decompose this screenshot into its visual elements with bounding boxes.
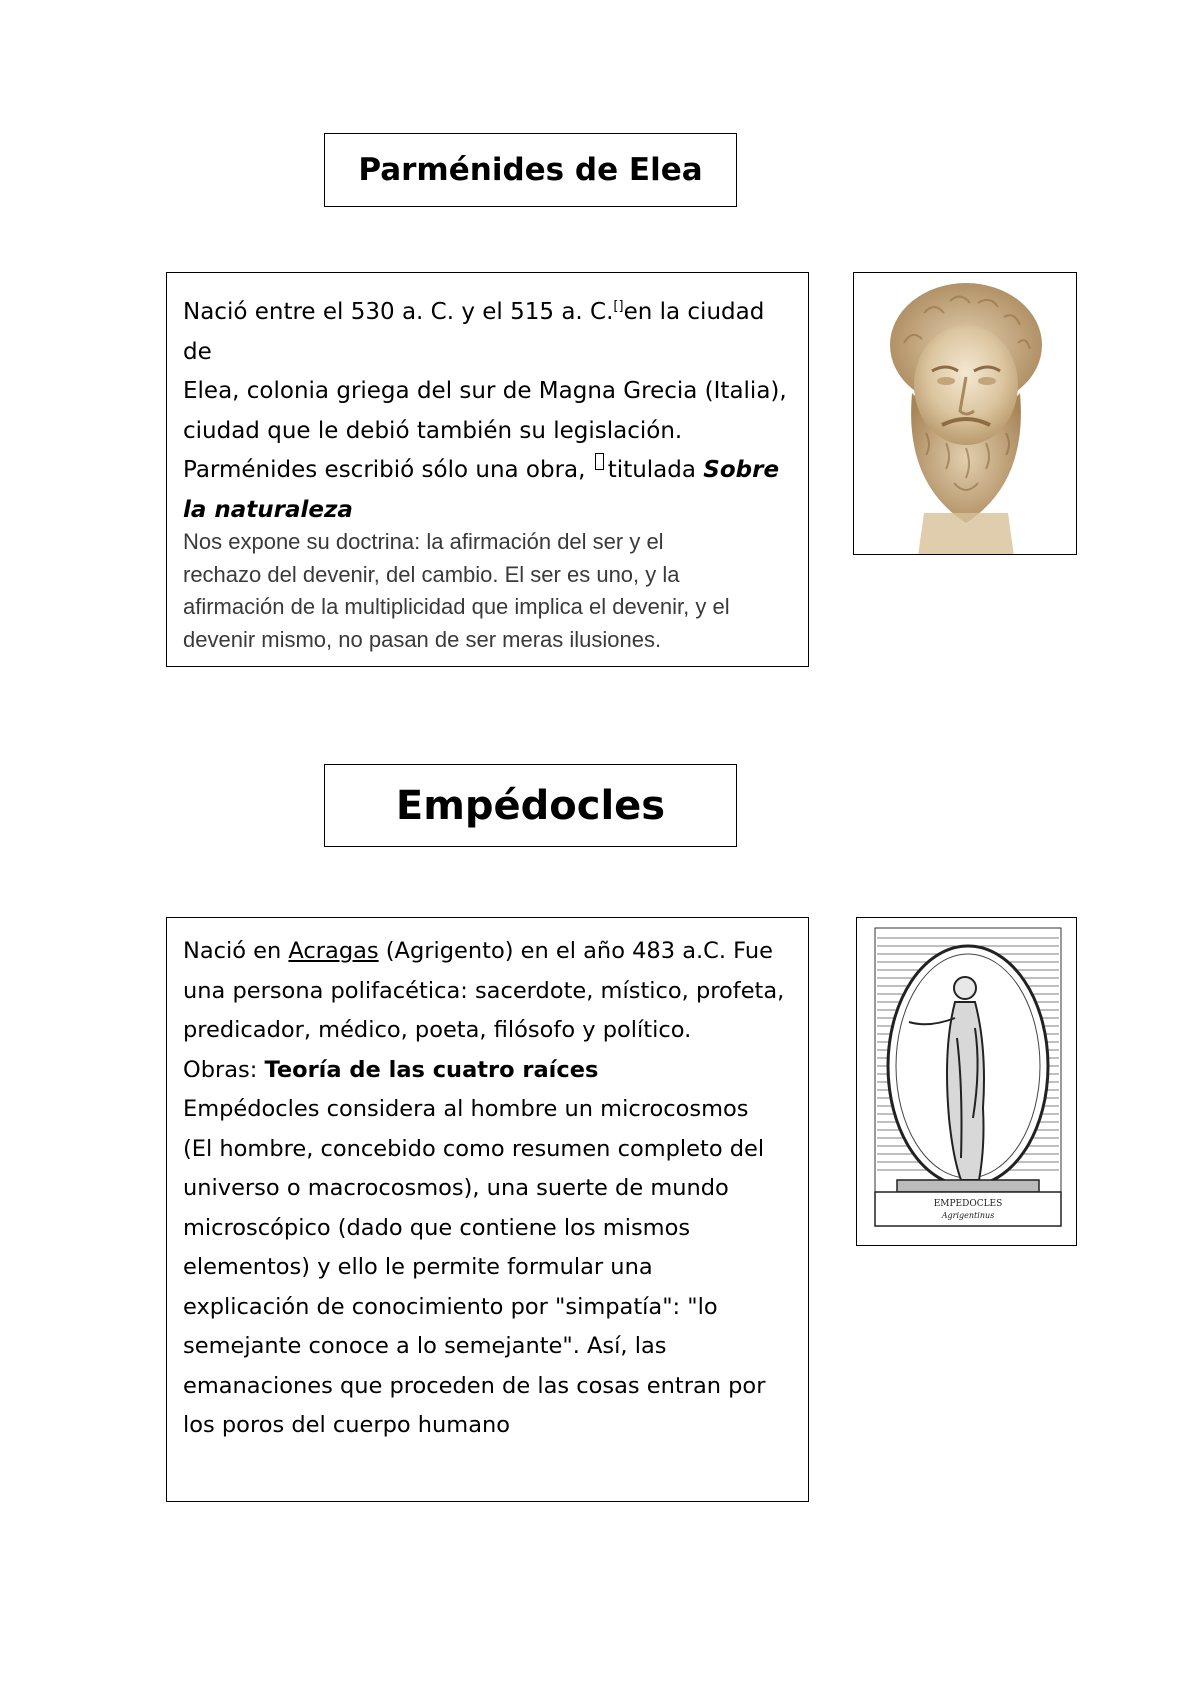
acragas-link[interactable]: Acragas (288, 938, 379, 964)
bio-line: ciudad que le debió también su legislación. (183, 417, 683, 444)
work-title-part1: Sobre (703, 457, 780, 483)
doctrine-line: devenir mismo, no pasan de ser meras ilusiones. (183, 626, 662, 652)
bio-line: predicador, médico, poeta, filósofo y político. (183, 1017, 692, 1043)
empedocles-bio-box (166, 917, 809, 1502)
works-line (183, 1051, 792, 1091)
doctrine-line: afirmación de la multiplicidad que implica el devenir, y el (183, 594, 730, 619)
paragraph-line: emanaciones que proceden de las cosas entran por (183, 1372, 766, 1399)
parmenides-bio (183, 287, 792, 530)
bio-text: en la ciudad de (183, 299, 765, 365)
work-title-part2: la naturaleza (183, 496, 353, 523)
engraving-subcaption: Agrigentinus (941, 1211, 995, 1220)
paragraph-line: elementos) y ello le permite formular una (183, 1254, 653, 1280)
paragraph-line: Empédocles considera al hombre un microcosmos (183, 1096, 749, 1122)
empedocles-bio (183, 932, 792, 1446)
engraving-caption: EMPEDOCLES (933, 1199, 1003, 1209)
parmenides-title-box (324, 133, 737, 207)
bio-line: una persona polifacética: sacerdote, místico, profeta, (183, 977, 785, 1004)
paragraph-line: universo o macrocosmos), una suerte de mundo (183, 1175, 729, 1201)
bio-line: Elea, colonia griega del sur de Magna Grecia (Italia), (183, 378, 787, 404)
doctrine-line: Nos expone su doctrina: la afirmación del ser y el (183, 529, 664, 554)
bio-text: Nació en (183, 938, 282, 964)
bio-line (183, 287, 792, 372)
parmenides-bust-illustration (854, 273, 1077, 555)
parmenides-title: Parménides de Elea (358, 152, 703, 188)
bio-line (183, 932, 792, 972)
works-label: Obras: (183, 1056, 258, 1083)
bio-text: (Agrigento) en el año 483 a.C. Fue (385, 938, 773, 964)
parmenides-bio-box (166, 272, 809, 667)
missing-glyph-icon (595, 453, 604, 470)
paragraph-line: (El hombre, concebido como resumen completo del (183, 1135, 765, 1162)
bio-text: titulada (607, 457, 696, 483)
paragraph-line: explicación de conocimiento por "simpatía": "lo (183, 1293, 718, 1320)
parmenides-doctrine (183, 526, 792, 656)
paragraph-line: microscópico (dado que contiene los mismos (183, 1214, 691, 1241)
works-value: Teoría de las cuatro raíces (264, 1056, 599, 1083)
empedocles-title: Empédocles (395, 782, 666, 829)
doctrine-line: rechazo del devenir, del cambio. El ser es uno, y la (183, 561, 680, 587)
empedocles-title-box (324, 764, 737, 847)
paragraph-line: semejante conoce a lo semejante". Así, las (183, 1333, 667, 1359)
bio-line (183, 451, 792, 491)
empedocles-portrait (856, 917, 1077, 1246)
bio-text: Parménides escribió sólo una obra, (183, 457, 586, 483)
paragraph-line: los poros del cuerpo humano (183, 1412, 511, 1438)
parmenides-portrait (853, 272, 1077, 555)
empedocles-engraving-illustration (857, 918, 1077, 1246)
footnote-ref[interactable]: [] (613, 299, 624, 314)
bio-text: Nació entre el 530 a. C. y el 515 a. C. (183, 299, 614, 325)
bio-line (183, 491, 792, 531)
